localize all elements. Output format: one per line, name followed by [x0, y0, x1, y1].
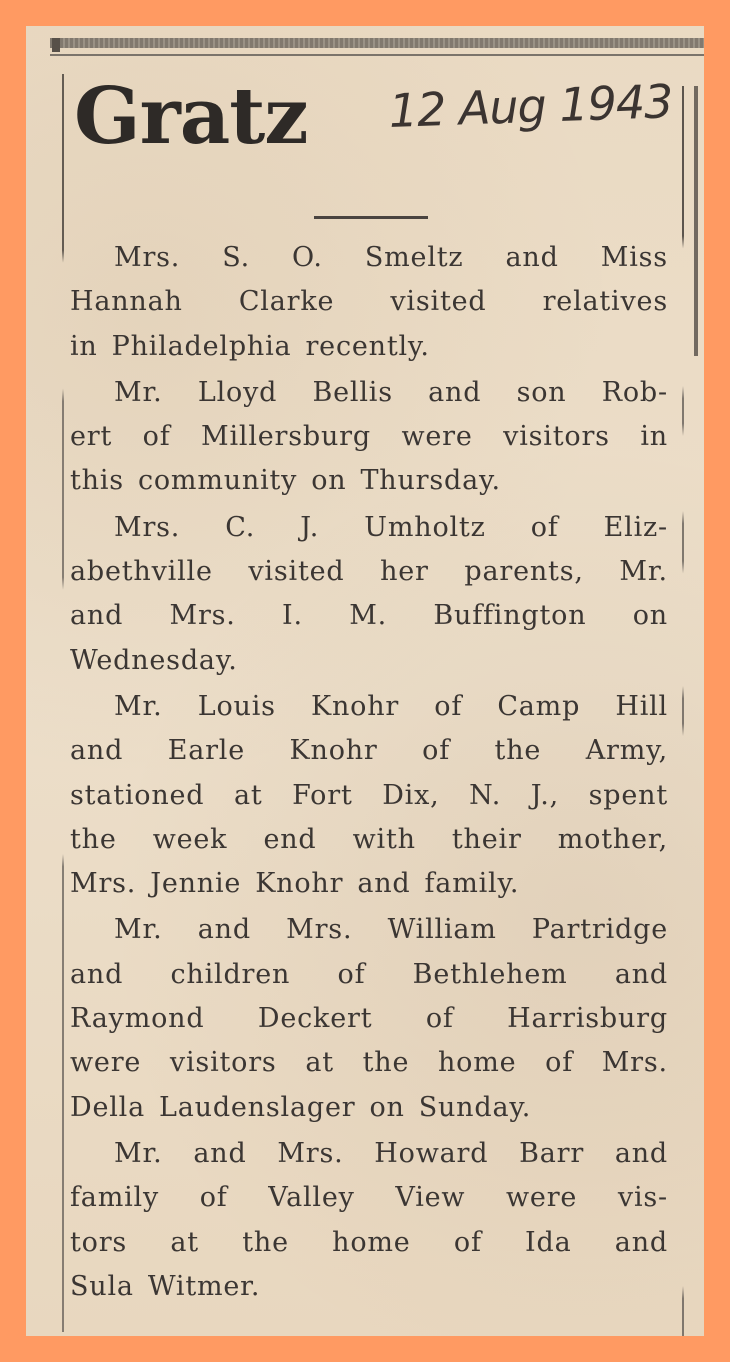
- word: family: [70, 1182, 160, 1214]
- text-line: [70, 774, 668, 818]
- text-line: [70, 415, 668, 459]
- word: Knohr: [289, 735, 378, 767]
- word: of: [530, 511, 559, 543]
- word: on: [369, 1091, 405, 1123]
- word: in: [70, 330, 98, 362]
- word: community: [137, 465, 298, 497]
- word: of: [545, 1047, 573, 1079]
- word: Knohr: [311, 690, 400, 722]
- word: the: [70, 823, 117, 855]
- word: at: [170, 1226, 199, 1258]
- word: Deckert: [257, 1003, 373, 1035]
- word: Howard: [374, 1137, 489, 1169]
- word: visited: [248, 556, 345, 588]
- word: Louis: [197, 690, 276, 722]
- paragraph: [70, 506, 668, 683]
- word: Della: [70, 1091, 145, 1123]
- headline: Gratz: [74, 71, 308, 162]
- word: and: [193, 1137, 247, 1169]
- word: Sunday.: [418, 1091, 532, 1123]
- word: Eliz-: [603, 511, 668, 543]
- word: her: [380, 556, 429, 588]
- text-line: [70, 818, 668, 862]
- word: of: [453, 1226, 482, 1258]
- text-line: [70, 280, 668, 324]
- word: and: [505, 242, 559, 273]
- text-line: [70, 1041, 668, 1085]
- word: Mr.: [114, 376, 163, 408]
- text-line: [70, 729, 668, 773]
- right-column-rule: [682, 86, 684, 1336]
- word: Ida: [525, 1226, 572, 1258]
- text-line: [70, 1176, 668, 1220]
- newspaper-clipping: [26, 26, 704, 1336]
- text-line: [70, 594, 668, 638]
- text-line: [70, 1221, 668, 1265]
- word: were: [401, 421, 473, 453]
- text-line: [70, 506, 668, 550]
- word: were: [506, 1182, 578, 1214]
- word: Camp: [497, 690, 581, 722]
- paragraph: [70, 236, 668, 369]
- word: on: [311, 465, 347, 497]
- word: and: [614, 1137, 668, 1169]
- word: of: [422, 735, 451, 767]
- word: C.: [225, 511, 256, 543]
- word: Mrs.: [114, 511, 181, 543]
- word: this: [70, 465, 124, 497]
- word: Philadelphia: [111, 330, 292, 362]
- word: stationed: [70, 779, 205, 811]
- word: family.: [424, 868, 520, 900]
- word: Rob-: [601, 376, 668, 408]
- text-line: [70, 1265, 668, 1309]
- word: week: [152, 823, 228, 855]
- word: and: [70, 600, 124, 632]
- word: and: [614, 958, 668, 990]
- word: Millersburg: [201, 421, 371, 453]
- word: home: [332, 1226, 411, 1258]
- word: were: [70, 1047, 142, 1079]
- word: William: [387, 914, 497, 946]
- word: Wednesday.: [70, 644, 238, 676]
- text-line: [70, 639, 668, 683]
- word: recently.: [305, 330, 430, 362]
- text-line: [70, 953, 668, 997]
- word: and: [428, 376, 482, 408]
- word: in: [640, 421, 668, 453]
- word: Harrisburg: [507, 1003, 668, 1035]
- word: home: [437, 1047, 517, 1079]
- word: relatives: [542, 286, 668, 318]
- word: Buffington: [433, 600, 587, 632]
- word: Sula: [70, 1270, 134, 1302]
- headline-divider: [314, 216, 428, 219]
- word: Valley: [268, 1182, 355, 1214]
- word: I.: [282, 600, 303, 632]
- word: View: [395, 1182, 466, 1214]
- article-body: [70, 236, 668, 1309]
- word: Mrs.: [70, 868, 137, 900]
- word: at: [305, 1047, 334, 1079]
- word: Jennie: [150, 868, 242, 900]
- word: Mrs.: [601, 1047, 668, 1079]
- word: visitors: [503, 421, 610, 453]
- handwritten-date: 12 Aug 1943: [387, 74, 674, 138]
- word: Fort: [292, 779, 353, 811]
- word: Mr.: [114, 914, 163, 946]
- word: Knohr: [255, 868, 344, 900]
- paragraph: [70, 371, 668, 504]
- text-line: [70, 1086, 668, 1130]
- text-line: [70, 997, 668, 1041]
- top-rule-thin: [50, 54, 704, 56]
- word: J.,: [530, 779, 560, 811]
- word: N.: [469, 779, 502, 811]
- word: abethville: [70, 556, 213, 588]
- word: Hill: [615, 690, 668, 722]
- word: Lloyd: [197, 376, 278, 408]
- text-line: [70, 325, 668, 369]
- word: Mrs.: [286, 914, 353, 946]
- top-rule: [50, 38, 704, 48]
- word: S.: [222, 242, 250, 273]
- word: at: [233, 779, 263, 811]
- text-line: [70, 550, 668, 594]
- word: visitors: [169, 1047, 277, 1079]
- word: visited: [390, 286, 487, 318]
- word: on: [632, 600, 668, 632]
- word: of: [425, 1003, 454, 1035]
- word: Earle: [167, 735, 246, 767]
- word: with: [352, 823, 416, 855]
- word: Umholtz: [364, 511, 486, 543]
- left-column-rule: [62, 74, 64, 1332]
- word: of: [199, 1182, 228, 1214]
- word: Smeltz: [364, 242, 464, 273]
- word: of: [142, 421, 171, 453]
- word: the: [242, 1226, 289, 1258]
- word: Thursday.: [360, 465, 501, 497]
- word: Raymond: [70, 1003, 205, 1035]
- word: M.: [349, 600, 388, 632]
- text-line: [70, 908, 668, 952]
- word: Mr.: [619, 556, 668, 588]
- paragraph: [70, 908, 668, 1129]
- word: Clarke: [238, 286, 335, 318]
- word: Mrs.: [169, 600, 236, 632]
- word: spent: [588, 779, 668, 811]
- word: of: [337, 958, 366, 990]
- text-line: [70, 862, 668, 906]
- word: children: [170, 958, 291, 990]
- word: Mrs.: [114, 242, 181, 273]
- word: their: [451, 823, 522, 855]
- word: ert: [70, 421, 113, 453]
- paragraph: [70, 685, 668, 906]
- word: Mrs.: [277, 1137, 344, 1169]
- word: Mr.: [114, 690, 163, 722]
- margin-mark: [52, 38, 60, 52]
- text-line: [70, 685, 668, 729]
- word: parents,: [464, 556, 584, 588]
- word: Laudenslager: [159, 1091, 356, 1123]
- word: and: [70, 958, 124, 990]
- word: J.: [300, 511, 320, 543]
- word: and: [614, 1226, 668, 1258]
- paragraph: [70, 1132, 668, 1309]
- word: Partridge: [531, 914, 668, 946]
- word: and: [70, 735, 124, 767]
- word: Dix,: [382, 779, 440, 811]
- word: O.: [292, 242, 323, 273]
- word: Mr.: [114, 1137, 163, 1169]
- word: Hannah: [70, 286, 183, 318]
- text-line: [70, 459, 668, 503]
- word: Bellis: [312, 376, 393, 408]
- word: Witmer.: [147, 1270, 261, 1302]
- word: Army,: [585, 735, 668, 767]
- text-line: [70, 236, 668, 280]
- word: and: [357, 868, 411, 900]
- text-line: [70, 1132, 668, 1176]
- word: son: [516, 376, 567, 408]
- text-line: [70, 371, 668, 415]
- word: mother,: [557, 823, 668, 855]
- word: of: [434, 690, 463, 722]
- word: vis-: [617, 1182, 668, 1214]
- word: and: [197, 914, 251, 946]
- right-edge-shadow: [694, 86, 698, 356]
- word: Bethlehem: [412, 958, 568, 990]
- word: Barr: [519, 1137, 585, 1169]
- word: the: [362, 1047, 410, 1079]
- word: tors: [70, 1226, 128, 1258]
- word: the: [494, 735, 542, 767]
- word: Miss: [600, 242, 668, 273]
- word: end: [263, 823, 317, 855]
